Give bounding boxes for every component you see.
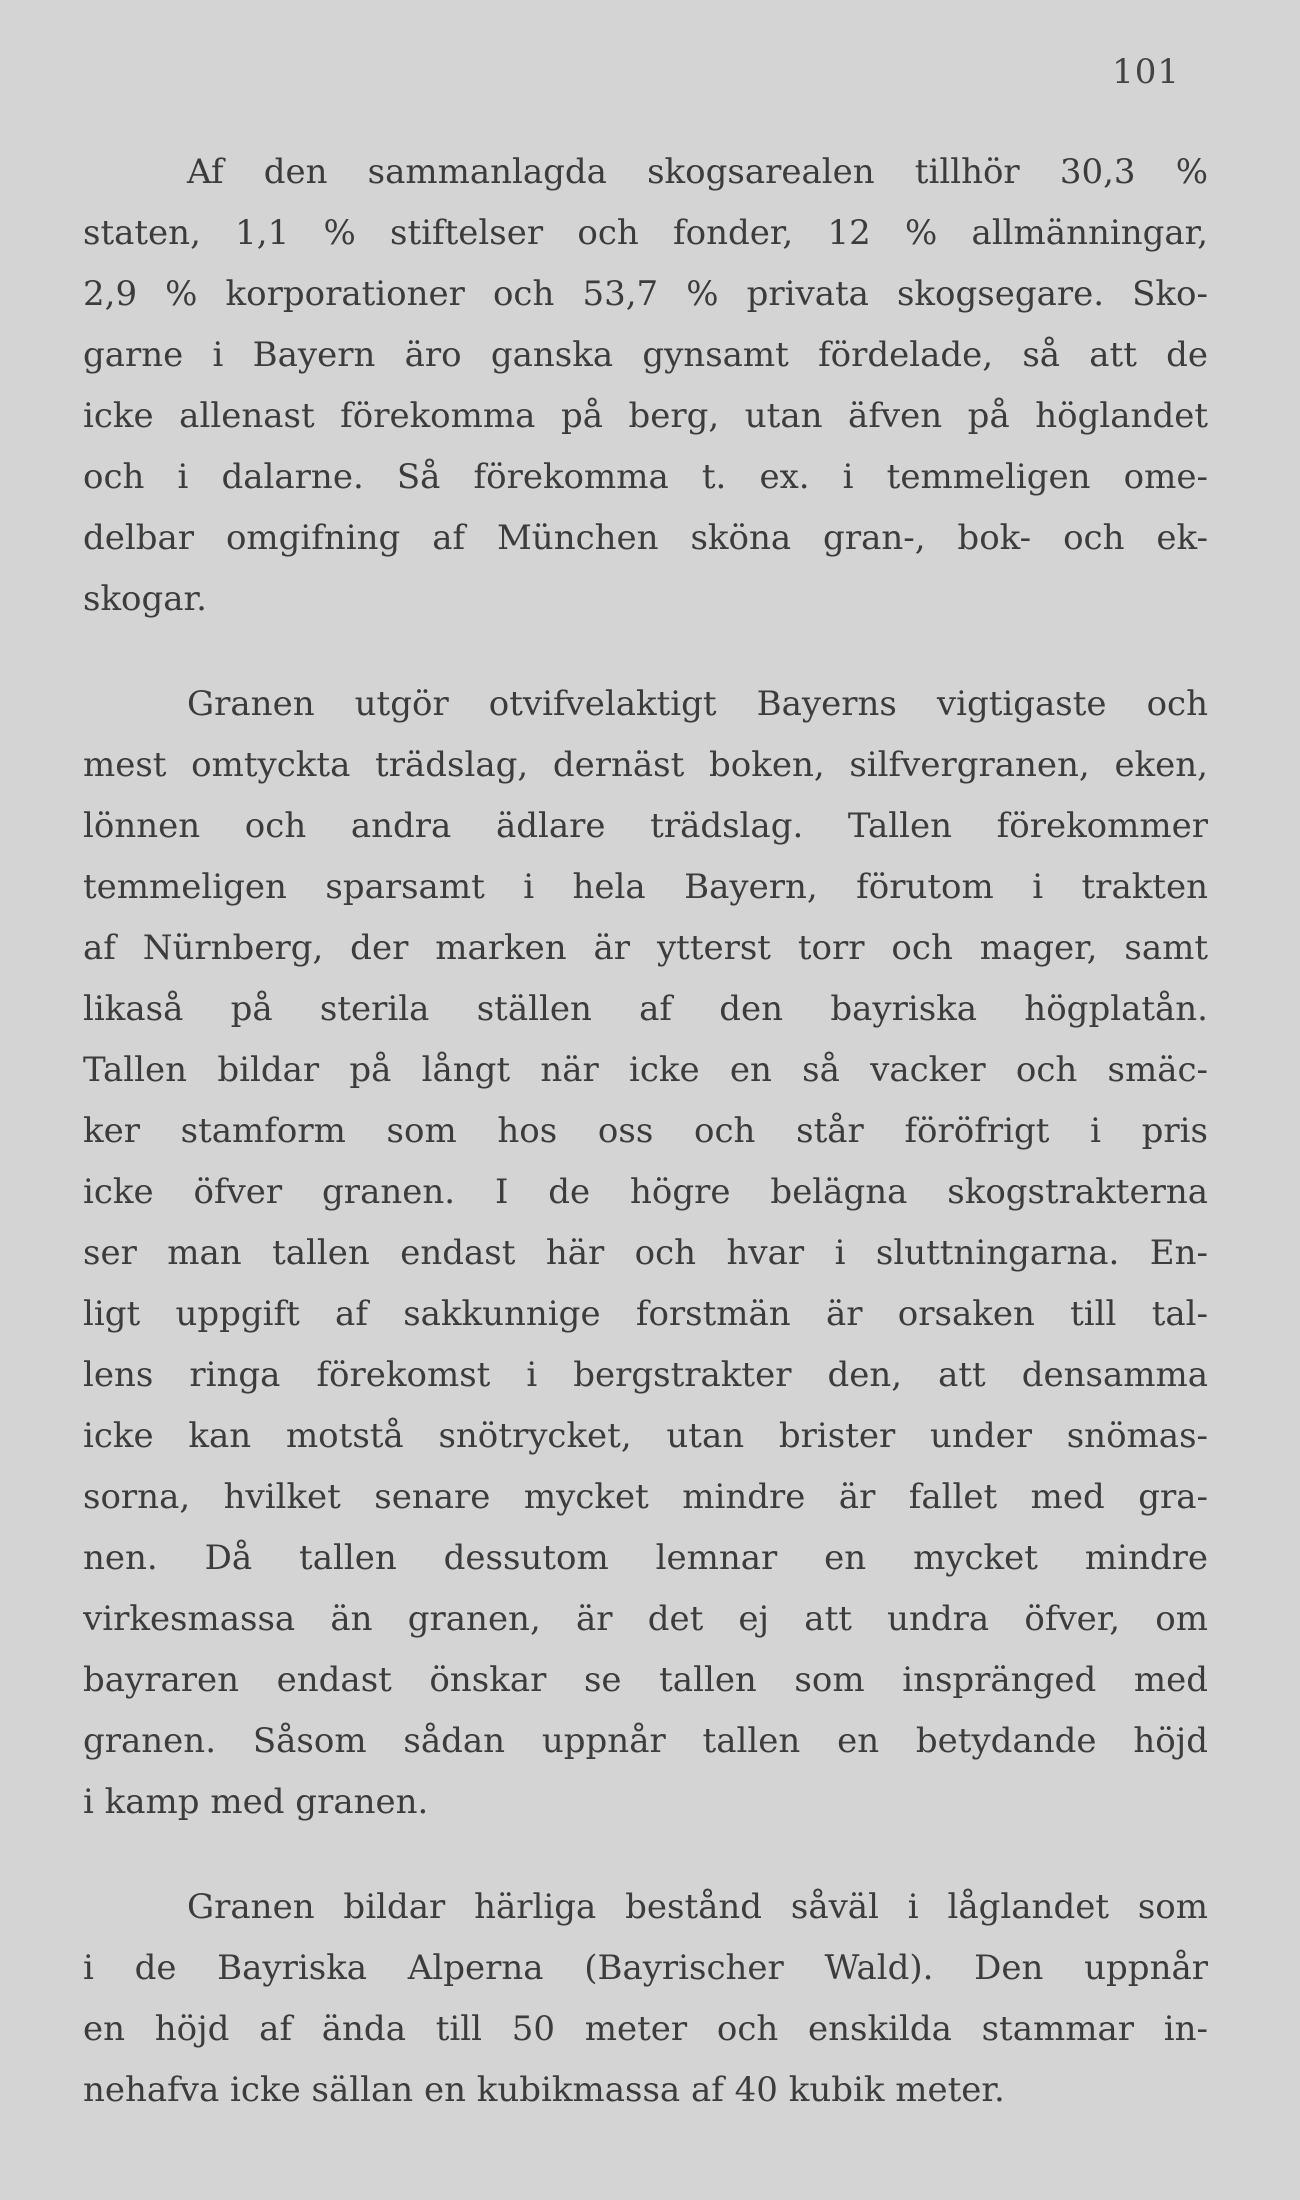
text-line: granen. Såsom sådan uppnår tallen en betydande höjd — [83, 1721, 1208, 1761]
text-line: virkesmassa än granen, är det ej att undra öfver, om — [83, 1599, 1208, 1639]
text-line: temmeligen sparsamt i hela Bayern, förutom i trakten — [83, 867, 1208, 907]
text-line: skogar. — [83, 579, 207, 619]
text-line: Granen bildar härliga bestånd såväl i låglandet som — [187, 1887, 1208, 1927]
text-line: lens ringa förekomst i bergstrakter den, att densamma — [83, 1355, 1208, 1395]
page-number: 101 — [1112, 52, 1180, 92]
text-line: mest omtyckta trädslag, dernäst boken, silfvergranen, eken, — [83, 745, 1208, 785]
text-line: sorna, hvilket senare mycket mindre är fallet med gra- — [83, 1477, 1208, 1517]
text-line: bayraren endast önskar se tallen som inspränged med — [83, 1660, 1208, 1700]
paragraph-1 — [83, 142, 1208, 630]
text-line: i kamp med granen. — [83, 1782, 429, 1822]
text-line: ligt uppgift af sakkunnige forstmän är orsaken till tal- — [83, 1294, 1208, 1334]
text-line: nehafva icke sällan en kubikmassa af 40 kubik meter. — [83, 2070, 1005, 2110]
text-line: garne i Bayern äro ganska gynsamt fördelade, så att de — [83, 335, 1208, 375]
paragraph-3 — [83, 1877, 1208, 2121]
body-text — [83, 142, 1208, 2165]
text-line: delbar omgifning af München sköna gran-, bok- och ek- — [83, 518, 1208, 558]
text-line: Tallen bildar på långt när icke en så vacker och smäc- — [83, 1050, 1208, 1090]
text-line: icke öfver granen. I de högre belägna skogstrakterna — [83, 1172, 1208, 1212]
text-line: en höjd af ända till 50 meter och enskilda stammar in- — [83, 2009, 1208, 2049]
text-line: och i dalarne. Så förekomma t. ex. i temmeligen ome- — [83, 457, 1208, 497]
text-line: staten, 1,1 % stiftelser och fonder, 12 % allmänningar, — [83, 213, 1208, 253]
text-line: Af den sammanlagda skogsarealen tillhör 30,3 % — [187, 152, 1208, 192]
text-line: icke allenast förekomma på berg, utan äfven på höglandet — [83, 396, 1208, 436]
paragraph-2 — [83, 674, 1208, 1833]
text-line: i de Bayriska Alperna (Bayrischer Wald). Den uppnår — [83, 1948, 1208, 1988]
text-line: af Nürnberg, der marken är ytterst torr och mager, samt — [83, 928, 1208, 968]
text-line: icke kan motstå snötrycket, utan brister under snömas- — [83, 1416, 1208, 1456]
text-line: ser man tallen endast här och hvar i sluttningarna. En- — [83, 1233, 1208, 1273]
text-line: 2,9 % korporationer och 53,7 % privata skogsegare. Sko- — [83, 274, 1208, 314]
text-line: nen. Då tallen dessutom lemnar en mycket mindre — [83, 1538, 1208, 1578]
text-line: likaså på sterila ställen af den bayriska högplatån. — [83, 989, 1208, 1029]
text-line: Granen utgör otvifvelaktigt Bayerns vigtigaste och — [187, 684, 1208, 724]
text-line: lönnen och andra ädlare trädslag. Tallen förekommer — [83, 806, 1208, 846]
text-line: ker stamform som hos oss och står föröfrigt i pris — [83, 1111, 1208, 1151]
